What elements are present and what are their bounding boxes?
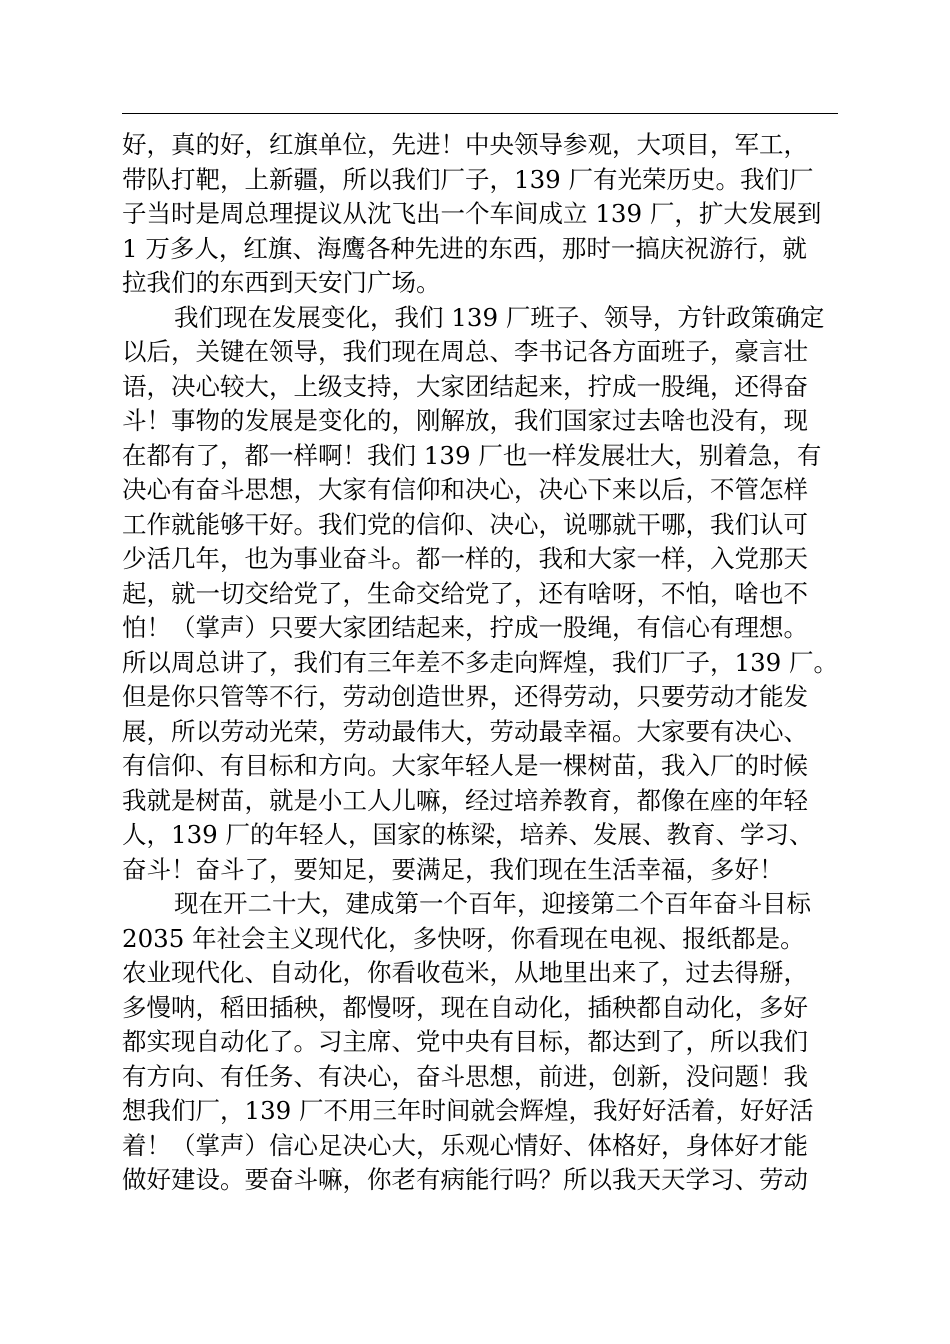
text-line: 1 万多人，红旗、海鹰各种先进的东西，那时一搞庆祝游行，就 — [122, 233, 807, 263]
header-rule — [122, 113, 838, 114]
text-line: 怕！（掌声）只要大家团结起来，拧成一股绳，有信心有理想。 — [122, 613, 808, 642]
text-line: 展，所以劳动光荣，劳动最伟大，劳动最幸福。大家要有决心、 — [122, 716, 808, 746]
text-line: 想我们厂，139 厂不用三年时间就会辉煌，我好好活着，好好活 — [122, 1096, 814, 1125]
text-line: 2035 年社会主义现代化，多快呀，你看现在电视、报纸都是。 — [122, 923, 805, 953]
text-line: 都实现自动化了。习主席、党中央有目标，都达到了，所以我们 — [122, 1027, 808, 1056]
text-line: 但是你只管等不行，劳动创造世界，还得劳动，只要劳动才能发 — [122, 682, 808, 711]
text-line: 着！（掌声）信心足决心大，乐观心情好、体格好，身体好才能 — [122, 1130, 808, 1160]
text-line: 决心有奋斗思想，大家有信仰和决心，决心下来以后，不管怎样 — [122, 475, 808, 504]
text-line: 子当时是周总理提议从沈飞出一个车间成立 139 厂，扩大发展到 — [122, 199, 822, 228]
text-line: 所以周总讲了，我们有三年差不多走向辉煌，我们厂子，139 厂。 — [122, 647, 839, 677]
text-line: 有方向、有任务、有决心，奋斗思想，前进，创新，没问题！我 — [122, 1061, 808, 1091]
text-line: 奋斗！奋斗了，要知足，要满足，我们现在生活幸福，多好！ — [122, 854, 784, 884]
text-line: 在都有了，都一样啊！我们 139 厂也一样发展壮大，别着急，有 — [122, 440, 822, 470]
text-line: 拉我们的东西到天安门广场。 — [122, 268, 441, 297]
text-line: 起，就一切交给党了，生命交给党了，还有啥呀，不怕，啥也不 — [122, 578, 808, 608]
body-text — [122, 128, 838, 1198]
text-line: 我们现在发展变化，我们 139 厂班子、领导，方针政策确定 — [174, 302, 825, 332]
text-line: 有信仰、有目标和方向。大家年轻人是一棵树苗，我入厂的时候 — [122, 751, 808, 780]
text-line: 以后，关键在领导，我们现在周总、李书记各方面班子，豪言壮 — [122, 337, 808, 366]
text-line: 人，139 厂的年轻人，国家的栋梁，培养、发展、教育、学习、 — [122, 820, 814, 849]
text-line: 好，真的好，红旗单位，先进！中央领导参观，大项目，军工， — [122, 130, 808, 159]
text-line: 农业现代化、自动化，你看收苞米，从地里出来了，过去得掰， — [122, 958, 808, 987]
text-line: 做好建设。要奋斗嘛，你老有病能行吗？所以我天天学习、劳动 — [122, 1165, 808, 1194]
text-line: 带队打靶，上新疆，所以我们厂子，139 厂有光荣历史。我们厂 — [122, 164, 814, 194]
text-line: 现在开二十大，建成第一个百年，迎接第二个百年奋斗目标 — [174, 889, 811, 918]
text-line: 多慢呐，稻田插秧，都慢呀，现在自动化，插秧都自动化，多好 — [122, 992, 808, 1022]
text-line: 少活几年，也为事业奋斗。都一样的，我和大家一样，入党那天 — [122, 544, 808, 573]
text-line: 语，决心较大，上级支持，大家团结起来，拧成一股绳，还得奋 — [122, 371, 808, 401]
text-line: 工作就能够干好。我们党的信仰、决心，说哪就干哪，我们认可 — [122, 509, 808, 539]
text-line: 我就是树苗，就是小工人儿嘛，经过培养教育，都像在座的年轻 — [122, 785, 808, 815]
text-line: 斗！事物的发展是变化的，刚解放，我们国家过去啥也没有，现 — [122, 406, 808, 435]
